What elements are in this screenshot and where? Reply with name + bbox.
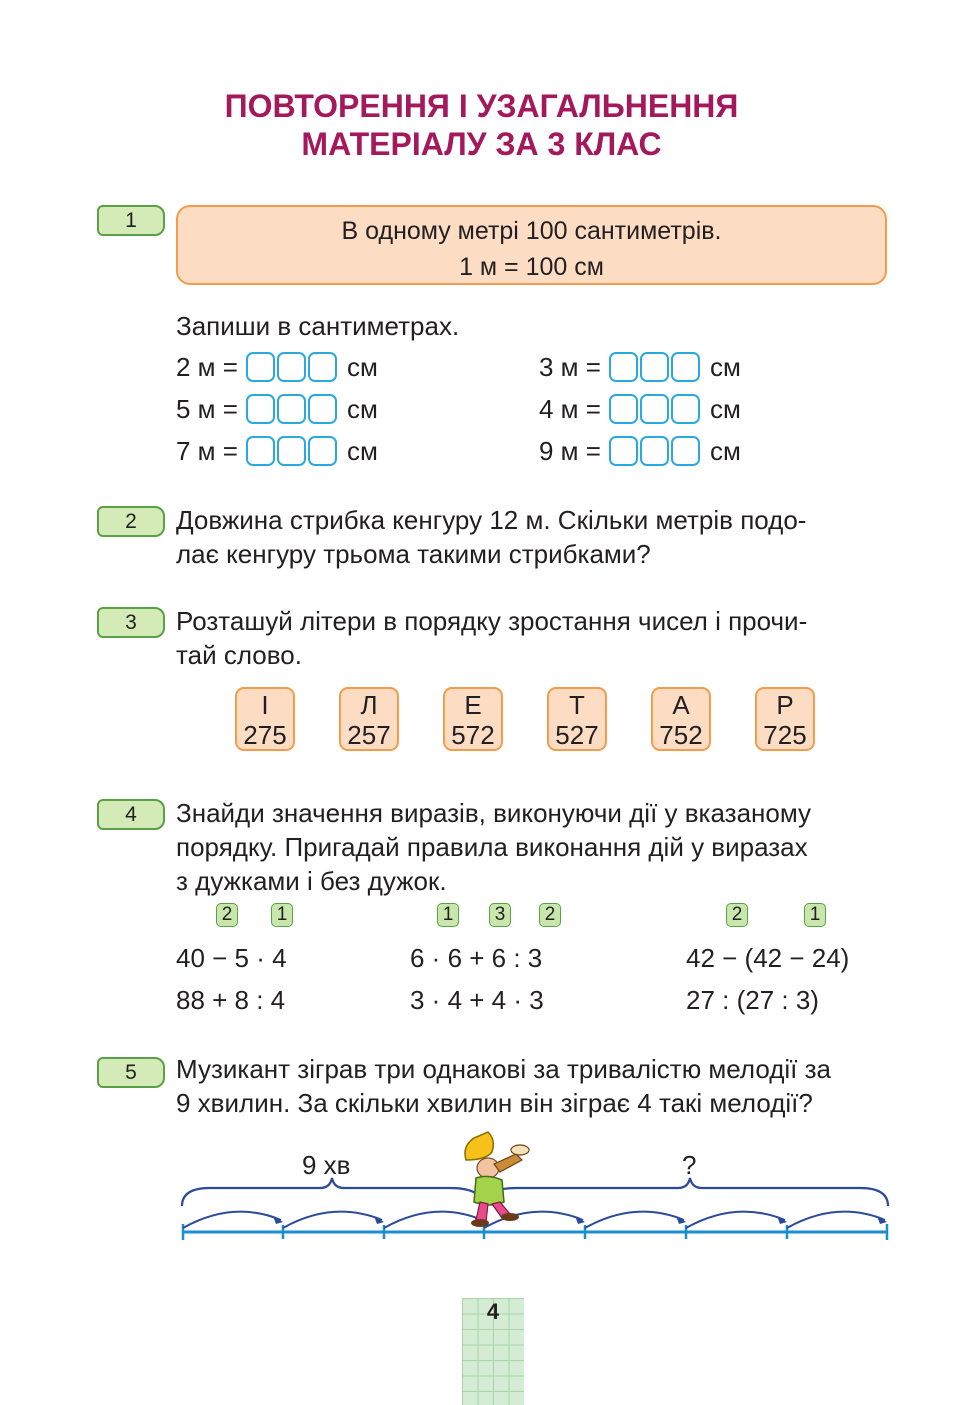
answer-cell[interactable] (246, 394, 275, 424)
order-marker: 1 (271, 903, 293, 927)
conversion-row (539, 350, 741, 384)
answer-cell[interactable] (609, 394, 638, 424)
task-5-line1: Музикант зіграв три однакові за тривалістю мелодії за (176, 1054, 832, 1084)
task-5-line2: 9 хвилин. За скільки хвилин він зіграє 4 такі мелодії? (176, 1088, 813, 1118)
rule-line1: В одному метрі 100 сантиметрів. (341, 217, 722, 245)
expression: 6 · 6 + 6 : 3 (410, 943, 543, 973)
answer-cell[interactable] (671, 352, 700, 382)
answer-cells[interactable] (609, 394, 702, 424)
task-3-number: 3 (97, 607, 165, 638)
answer-cell[interactable] (671, 436, 700, 466)
answer-cells[interactable] (609, 436, 702, 466)
task-4-line3: з дужками і без дужок. (176, 866, 447, 896)
answer-cells[interactable] (246, 394, 339, 424)
answer-cell[interactable] (640, 394, 669, 424)
conversion-row (539, 392, 741, 426)
musician-illustration (458, 1130, 538, 1228)
conversion-row (176, 392, 378, 426)
unit-label: см (709, 352, 741, 382)
unit-label: см (709, 436, 741, 466)
answer-cells[interactable] (246, 436, 339, 466)
task-4-number: 4 (97, 799, 165, 830)
known-time-label: 9 хв (302, 1150, 351, 1180)
unknown-time-label: ? (682, 1150, 697, 1180)
task-4-line2: порядку. Пригадай правила виконання дій у виразах (176, 832, 808, 862)
letter-card (755, 687, 815, 751)
task-3-line2: тай слово. (176, 640, 302, 670)
order-marker: 1 (804, 903, 826, 927)
order-marker: 2 (726, 903, 748, 927)
rule-line2: 1 м = 100 см (459, 253, 604, 281)
card-letter: Е (464, 690, 482, 720)
card-number: 527 (555, 720, 599, 750)
conversion-label: 7 м = (176, 436, 238, 466)
expression: 27 : (27 : 3) (686, 985, 819, 1015)
card-letter: Р (776, 690, 794, 720)
expression: 88 + 8 : 4 (176, 985, 286, 1015)
rule-box (176, 205, 887, 285)
order-marker: 1 (437, 903, 459, 927)
letter-card (235, 687, 295, 751)
task-2-number: 2 (97, 506, 165, 537)
answer-cell[interactable] (277, 436, 306, 466)
brace-unknown (484, 1178, 888, 1206)
page-title-line2: МАТЕРІАЛУ ЗА 3 КЛАС (301, 126, 662, 162)
conversion-label: 4 м = (539, 394, 601, 424)
conversion-label: 5 м = (176, 394, 238, 424)
task-5-number: 5 (97, 1057, 165, 1088)
order-marker: 3 (489, 903, 511, 927)
card-letter: І (261, 690, 269, 720)
unit-label: см (346, 394, 378, 424)
conversion-row (176, 434, 378, 468)
task-2-line2: лає кенгуру трьома такими стрибками? (176, 539, 651, 569)
expression: 42 − (42 − 24) (686, 943, 850, 973)
task-4-line1: Знайди значення виразів, виконуючи дії у вказаному (176, 798, 812, 828)
conversion-row (176, 350, 378, 384)
answer-cell[interactable] (671, 394, 700, 424)
conversion-label: 3 м = (539, 352, 601, 382)
card-number: 275 (243, 720, 287, 750)
page-number: 4 (486, 1299, 500, 1324)
conversion-label: 9 м = (539, 436, 601, 466)
answer-cells[interactable] (609, 352, 702, 382)
answer-cell[interactable] (609, 352, 638, 382)
card-number: 572 (451, 720, 495, 750)
answer-cell[interactable] (640, 352, 669, 382)
answer-cell[interactable] (246, 436, 275, 466)
letter-card (651, 687, 711, 751)
answer-cell[interactable] (308, 436, 337, 466)
card-letter: А (672, 690, 690, 720)
task-2-line1: Довжина стрибка кенгуру 12 м. Скільки метрів подо- (176, 505, 807, 535)
letter-card (339, 687, 399, 751)
card-number: 257 (347, 720, 391, 750)
answer-cell[interactable] (246, 352, 275, 382)
letter-card (443, 687, 503, 751)
task-3-line1: Розташуй літери в порядку зростання чисел і прочи- (176, 606, 808, 636)
card-letter: Т (569, 690, 585, 720)
answer-cell[interactable] (640, 436, 669, 466)
letter-card (547, 687, 607, 751)
answer-cell[interactable] (277, 394, 306, 424)
unit-label: см (709, 394, 741, 424)
unit-label: см (346, 436, 378, 466)
answer-cell[interactable] (277, 352, 306, 382)
order-marker: 2 (216, 903, 238, 927)
conversion-label: 2 м = (176, 352, 238, 382)
card-number: 725 (763, 720, 807, 750)
answer-cell[interactable] (609, 436, 638, 466)
answer-cell[interactable] (308, 394, 337, 424)
conversion-row (539, 434, 741, 468)
brace-known (182, 1178, 484, 1206)
answer-cell[interactable] (308, 352, 337, 382)
task-1-number: 1 (97, 205, 165, 236)
expression: 40 − 5 · 4 (176, 943, 287, 973)
answer-cells[interactable] (246, 352, 339, 382)
page-title-line1: ПОВТОРЕННЯ І УЗАГАЛЬНЕННЯ (224, 88, 739, 124)
card-number: 752 (659, 720, 703, 750)
order-marker: 2 (539, 903, 561, 927)
card-letter: Л (360, 690, 378, 720)
task-1-instruction: Запиши в сантиметрах. (176, 311, 460, 341)
expression: 3 · 4 + 4 · 3 (410, 985, 544, 1015)
unit-label: см (346, 352, 378, 382)
